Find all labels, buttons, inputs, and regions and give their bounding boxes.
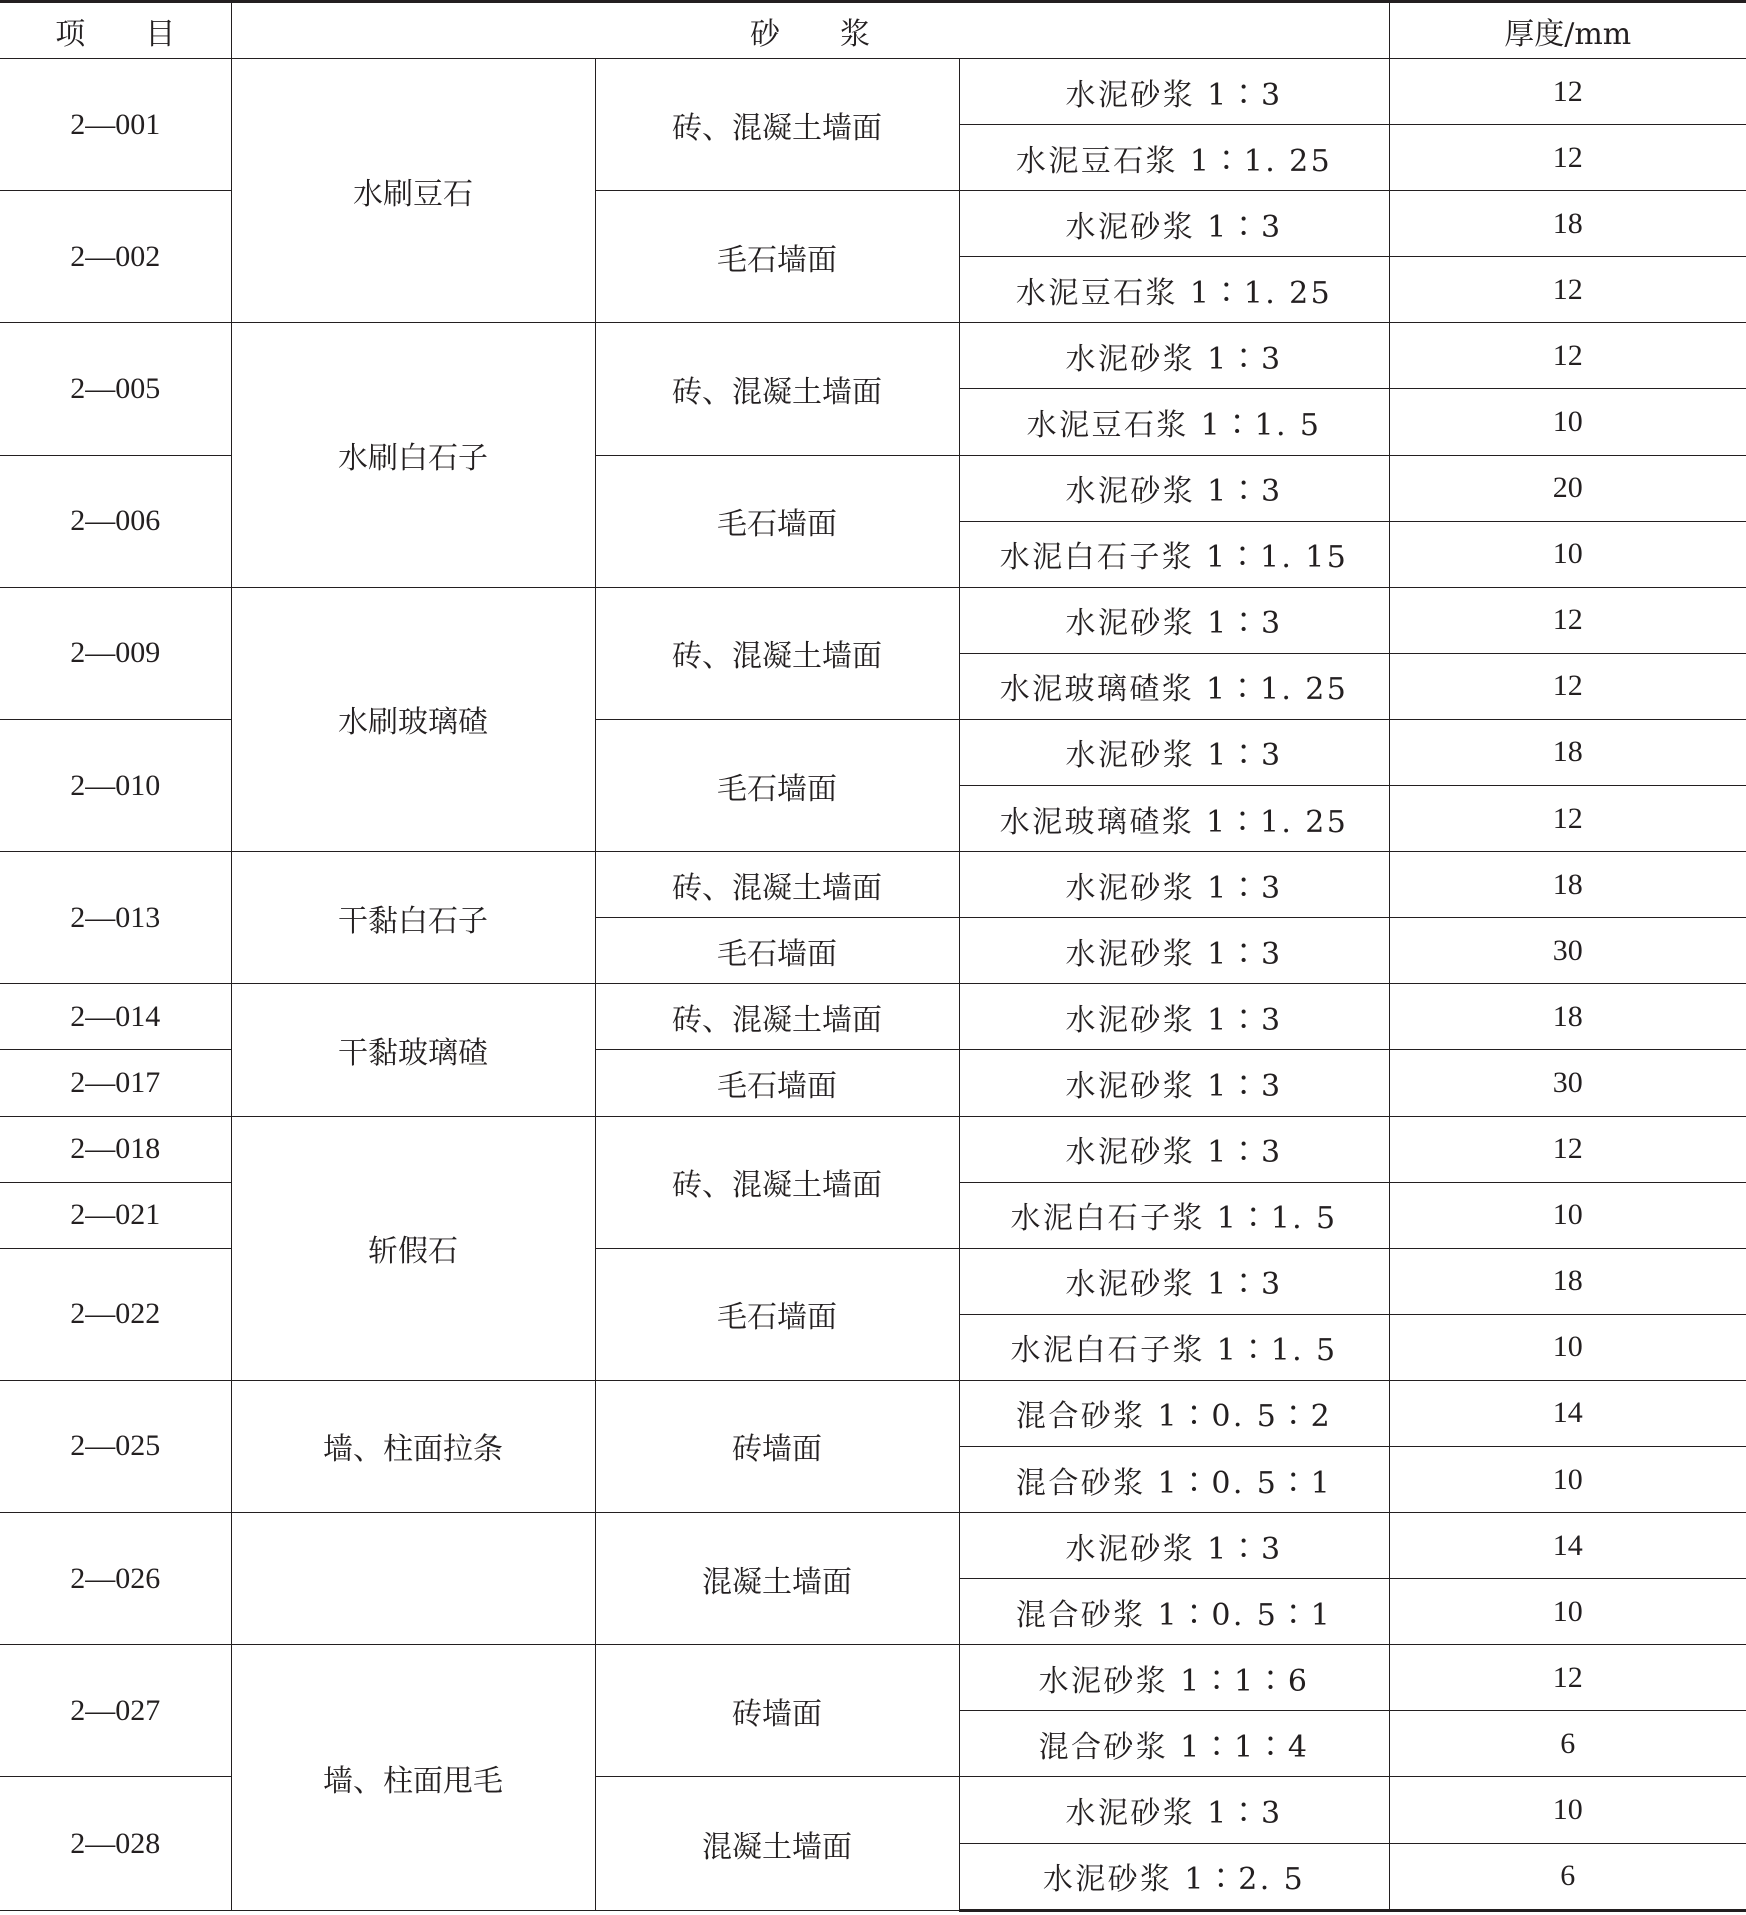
thickness-cell: 20 [1389, 455, 1746, 521]
thickness-cell: 14 [1389, 1513, 1746, 1579]
mortar-cell: 水泥玻璃碴浆 1∶1. 25 [959, 786, 1389, 852]
mortar-cell: 水泥白石子浆 1∶1. 15 [959, 521, 1389, 587]
surface-cell: 毛石墙面 [595, 1050, 959, 1116]
surface-cell: 毛石墙面 [595, 719, 959, 851]
code-cell: 2—018 [0, 1116, 231, 1182]
surface-cell: 砖墙面 [595, 1645, 959, 1777]
header-row [0, 2, 1746, 59]
mortar-cell: 水泥砂浆 1∶3 [959, 918, 1389, 984]
mortar-cell: 水泥玻璃碴浆 1∶1. 25 [959, 653, 1389, 719]
code-cell: 2—006 [0, 455, 231, 587]
code-cell: 2—025 [0, 1380, 231, 1512]
mortar-cell: 水泥砂浆 1∶3 [959, 191, 1389, 257]
thickness-cell: 18 [1389, 191, 1746, 257]
thickness-cell: 10 [1389, 521, 1746, 587]
surface-cell: 混凝土墙面 [595, 1777, 959, 1911]
code-cell: 2—013 [0, 852, 231, 984]
surface-cell: 砖、混凝土墙面 [595, 587, 959, 719]
code-cell: 2—027 [0, 1645, 231, 1777]
mortar-cell: 水泥砂浆 1∶3 [959, 1513, 1389, 1579]
code-cell: 2—021 [0, 1182, 231, 1248]
table-row [0, 587, 1746, 653]
finish-cell: 干黏玻璃碴 [231, 984, 595, 1116]
thickness-cell: 12 [1389, 125, 1746, 191]
finish-cell [231, 1513, 595, 1645]
surface-cell: 砖、混凝土墙面 [595, 323, 959, 455]
surface-cell: 毛石墙面 [595, 191, 959, 323]
surface-cell: 砖、混凝土墙面 [595, 1116, 959, 1248]
mortar-cell: 水泥砂浆 1∶3 [959, 719, 1389, 785]
finish-cell: 墙、柱面甩毛 [231, 1645, 595, 1911]
thickness-cell: 10 [1389, 1314, 1746, 1380]
mortar-cell: 水泥砂浆 1∶3 [959, 1050, 1389, 1116]
finish-cell: 斩假石 [231, 1116, 595, 1380]
surface-cell: 毛石墙面 [595, 1248, 959, 1380]
thickness-cell: 10 [1389, 389, 1746, 455]
thickness-cell: 14 [1389, 1380, 1746, 1446]
surface-cell: 砖墙面 [595, 1380, 959, 1512]
mortar-cell: 混合砂浆 1∶1∶4 [959, 1711, 1389, 1777]
thickness-cell: 12 [1389, 323, 1746, 389]
mortar-cell: 水泥豆石浆 1∶1. 25 [959, 257, 1389, 323]
thickness-cell: 10 [1389, 1579, 1746, 1645]
surface-cell: 毛石墙面 [595, 455, 959, 587]
code-cell: 2—001 [0, 59, 231, 191]
table-row [0, 1645, 1746, 1711]
surface-cell: 砖、混凝土墙面 [595, 59, 959, 191]
code-cell: 2—014 [0, 984, 231, 1050]
surface-cell: 毛石墙面 [595, 918, 959, 984]
finish-cell: 墙、柱面拉条 [231, 1380, 595, 1512]
thickness-cell: 12 [1389, 786, 1746, 852]
finish-cell: 水刷豆石 [231, 59, 595, 323]
thickness-cell: 12 [1389, 653, 1746, 719]
surface-cell: 砖、混凝土墙面 [595, 852, 959, 918]
mortar-cell: 水泥砂浆 1∶3 [959, 984, 1389, 1050]
mortar-cell: 水泥砂浆 1∶1∶6 [959, 1645, 1389, 1711]
mortar-cell: 水泥豆石浆 1∶1. 25 [959, 125, 1389, 191]
table-row [0, 1513, 1746, 1579]
mortar-cell: 水泥白石子浆 1∶1. 5 [959, 1182, 1389, 1248]
thickness-cell: 10 [1389, 1446, 1746, 1512]
mortar-cell: 水泥砂浆 1∶3 [959, 323, 1389, 389]
mortar-cell: 水泥砂浆 1∶2. 5 [959, 1843, 1389, 1910]
header-thickness: 厚度/mm [1389, 2, 1746, 59]
thickness-cell: 12 [1389, 59, 1746, 125]
mortar-cell: 水泥砂浆 1∶3 [959, 59, 1389, 125]
mortar-cell: 水泥白石子浆 1∶1. 5 [959, 1314, 1389, 1380]
code-cell: 2—028 [0, 1777, 231, 1911]
thickness-cell: 30 [1389, 1050, 1746, 1116]
table-row [0, 1116, 1746, 1182]
header-item: 项 目 [0, 2, 231, 59]
code-cell: 2—010 [0, 719, 231, 851]
surface-cell: 混凝土墙面 [595, 1513, 959, 1645]
code-cell: 2—005 [0, 323, 231, 455]
header-mortar: 砂 浆 [231, 2, 1389, 59]
table-row [0, 1380, 1746, 1446]
mortar-cell: 混合砂浆 1∶0. 5∶2 [959, 1380, 1389, 1446]
thickness-cell: 12 [1389, 257, 1746, 323]
thickness-cell: 10 [1389, 1182, 1746, 1248]
code-cell: 2—017 [0, 1050, 231, 1116]
mortar-cell: 水泥砂浆 1∶3 [959, 455, 1389, 521]
thickness-cell: 30 [1389, 918, 1746, 984]
table-row [0, 852, 1746, 918]
thickness-cell: 18 [1389, 1248, 1746, 1314]
mortar-cell: 水泥豆石浆 1∶1. 5 [959, 389, 1389, 455]
code-cell: 2—022 [0, 1248, 231, 1380]
table-row [0, 984, 1746, 1050]
table-row [0, 323, 1746, 389]
mortar-cell: 水泥砂浆 1∶3 [959, 1248, 1389, 1314]
mortar-cell: 混合砂浆 1∶0. 5∶1 [959, 1579, 1389, 1645]
mortar-cell: 水泥砂浆 1∶3 [959, 587, 1389, 653]
code-cell: 2—002 [0, 191, 231, 323]
table-row [0, 59, 1746, 125]
thickness-cell: 12 [1389, 1645, 1746, 1711]
thickness-cell: 6 [1389, 1711, 1746, 1777]
thickness-cell: 18 [1389, 984, 1746, 1050]
finish-cell: 水刷白石子 [231, 323, 595, 587]
mortar-cell: 水泥砂浆 1∶3 [959, 1116, 1389, 1182]
thickness-cell: 12 [1389, 1116, 1746, 1182]
thickness-cell: 6 [1389, 1843, 1746, 1910]
thickness-cell: 10 [1389, 1777, 1746, 1843]
code-cell: 2—009 [0, 587, 231, 719]
finish-cell: 水刷玻璃碴 [231, 587, 595, 851]
mortar-cell: 水泥砂浆 1∶3 [959, 1777, 1389, 1843]
surface-cell: 砖、混凝土墙面 [595, 984, 959, 1050]
mortar-cell: 混合砂浆 1∶0. 5∶1 [959, 1446, 1389, 1512]
thickness-cell: 12 [1389, 587, 1746, 653]
thickness-cell: 18 [1389, 719, 1746, 785]
code-cell: 2—026 [0, 1513, 231, 1645]
thickness-cell: 18 [1389, 852, 1746, 918]
finish-cell: 干黏白石子 [231, 852, 595, 984]
mortar-cell: 水泥砂浆 1∶3 [959, 852, 1389, 918]
